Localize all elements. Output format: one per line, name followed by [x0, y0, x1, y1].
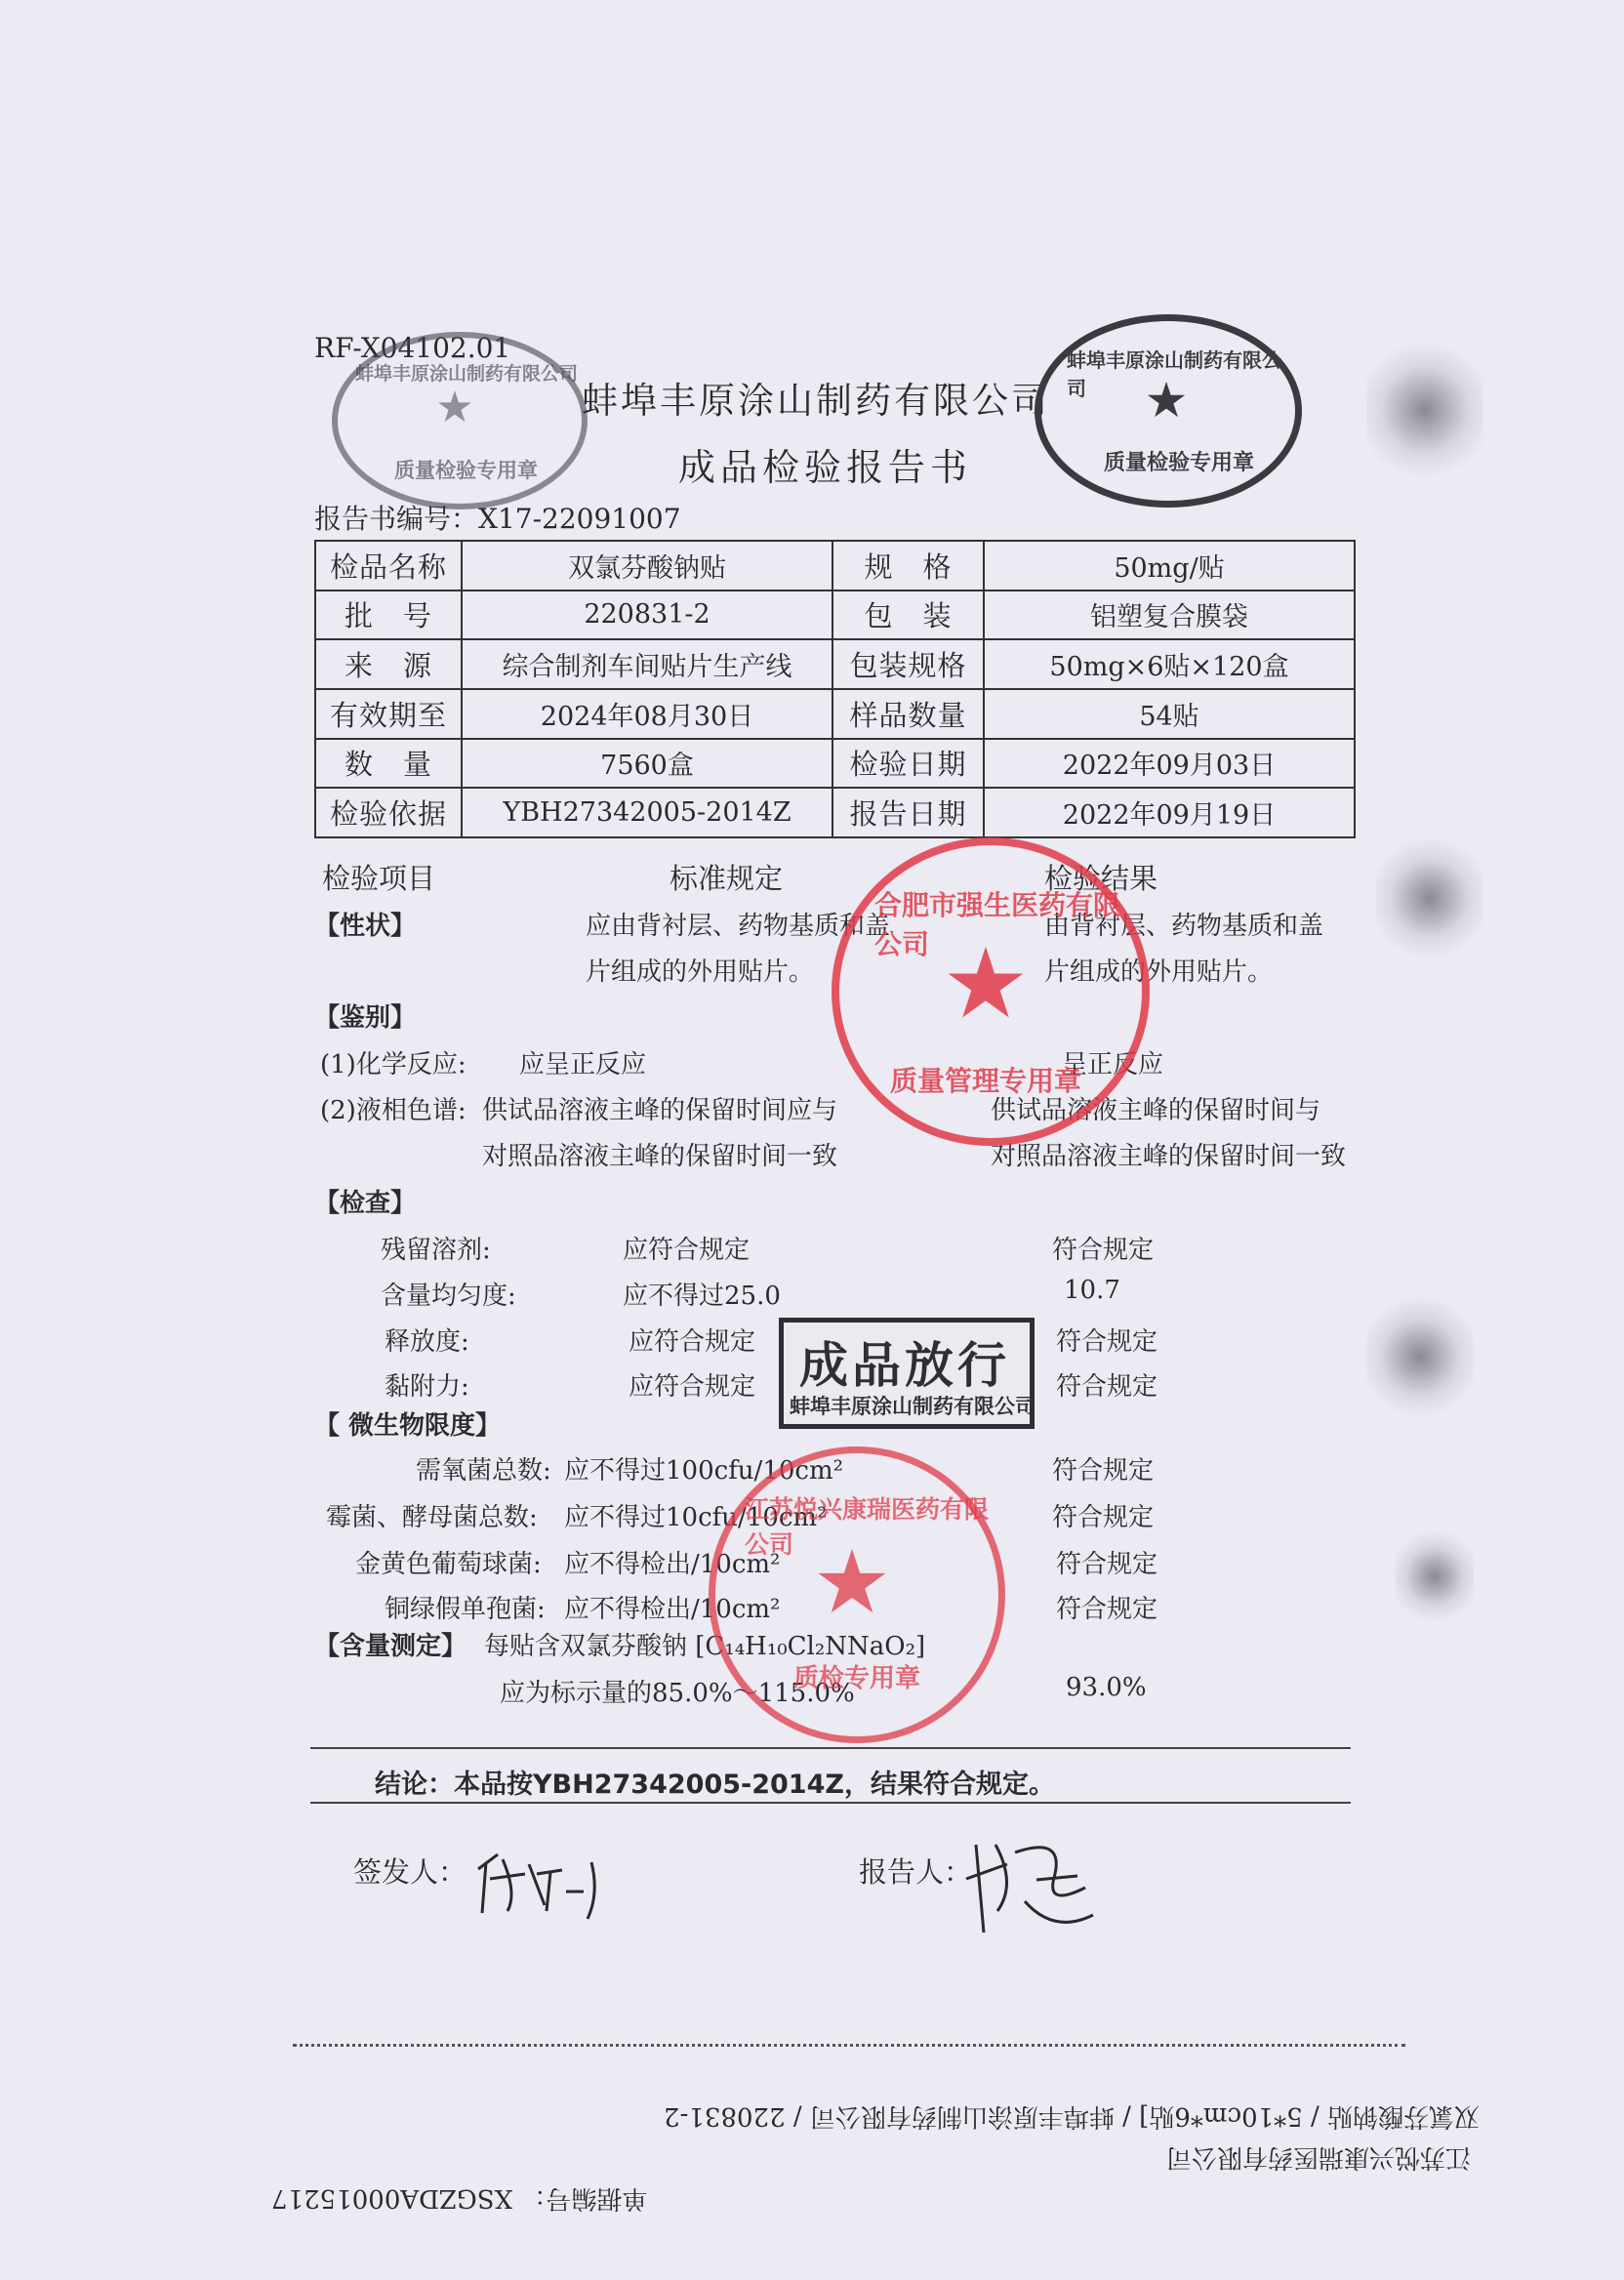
info-value: 综合制剂车间贴片生产线	[462, 639, 832, 689]
identification-title: 【鉴别】	[314, 1003, 417, 1033]
table-row	[315, 639, 1355, 689]
stamp-company: 蚌埠丰原涂山制药有限公司	[355, 363, 579, 385]
info-label: 数 量	[315, 739, 462, 789]
info-label: 检验依据	[315, 788, 462, 837]
star-icon: ★	[942, 926, 1030, 1040]
product-info-table	[314, 540, 1356, 838]
reporter-label: 报告人：	[859, 1855, 973, 1889]
red-stamp-top	[832, 837, 1150, 1146]
hplc-result: 对照品溶液主峰的保留时间一致	[991, 1142, 1347, 1171]
dashed-divider	[293, 2044, 1405, 2047]
table-row	[315, 689, 1355, 739]
footer-line1: 江苏悦兴康瑞医药有限公司	[1166, 2142, 1472, 2172]
info-value: 220831-2	[462, 590, 832, 640]
appearance-standard: 应由背衬层、药物基质和盖	[586, 912, 891, 941]
form-code: RF-X04102.01	[314, 332, 511, 364]
info-label: 检品名称	[315, 541, 462, 590]
star-icon: ★	[812, 1531, 892, 1634]
table-row	[315, 541, 1355, 590]
signer-label: 签发人：	[353, 1855, 467, 1889]
microbial-result: 符合规定	[1052, 1456, 1155, 1486]
footer-doc-number: 单据编号： XSGZDA00015217	[271, 2183, 648, 2213]
appearance-result: 片组成的外用贴片。	[1044, 957, 1274, 987]
assay-standard: 每贴含双氯芬酸钠 [C₁₄H₁₀Cl₂NNaO₂]	[484, 1632, 926, 1661]
microbial-title: 【 微生物限度】	[314, 1411, 502, 1441]
release-title: 成品放行	[799, 1337, 1010, 1394]
stamp-purpose: 质量检验专用章	[1104, 451, 1255, 475]
checks-title: 【检查】	[314, 1189, 417, 1218]
hplc-standard: 供试品溶液主峰的保留时间应与	[482, 1096, 838, 1125]
assay-standard: 应为标示量的85.0%～115.0%	[500, 1679, 855, 1708]
info-label: 规 格	[832, 541, 984, 590]
microbial-standard: 应不得检出/10cm²	[564, 1595, 781, 1624]
reporter-signature	[956, 1825, 1113, 1942]
info-value: 铝塑复合膜袋	[984, 590, 1355, 640]
scan-smudge	[1366, 1288, 1474, 1425]
info-label: 样品数量	[832, 689, 984, 739]
release-stamp	[779, 1318, 1035, 1429]
stamp-company: 蚌埠丰原涂山制药有限公司	[1067, 348, 1281, 400]
release-company: 蚌埠丰原涂山制药有限公司	[790, 1395, 1035, 1418]
info-label: 报告日期	[832, 788, 984, 837]
info-value: 7560盒	[462, 739, 832, 789]
appearance-standard: 片组成的外用贴片。	[586, 957, 815, 987]
scan-smudge	[1376, 830, 1483, 966]
star-icon: ★	[1144, 372, 1189, 428]
quality-stamp-left	[332, 332, 588, 509]
stamp-purpose: 质量管理专用章	[890, 1065, 1082, 1097]
stamp-company: 合肥市强生医药有限公司	[874, 889, 1121, 960]
info-label: 批 号	[315, 590, 462, 640]
check-standard: 应符合规定	[629, 1327, 756, 1357]
appearance-result: 由背衬层、药物基质和盖	[1044, 912, 1324, 941]
chem-result: 呈正反应	[1062, 1050, 1164, 1079]
report-number-label: 报告书编号：	[314, 503, 479, 535]
info-label: 包 装	[832, 590, 984, 640]
microbial-label: 需氧菌总数:	[416, 1456, 551, 1486]
info-value: 2022年09月03日	[984, 739, 1355, 789]
info-value: 50mg×6贴×120盒	[984, 639, 1355, 689]
hplc-result: 供试品溶液主峰的保留时间与	[991, 1096, 1321, 1125]
red-stamp-bottom	[709, 1446, 1005, 1743]
info-label: 包装规格	[832, 639, 984, 689]
conclusion: 结论：本品按YBH27342005-2014Z，结果符合规定。	[375, 1770, 1055, 1800]
check-label: 含量均匀度:	[381, 1282, 516, 1311]
scan-smudge	[1396, 1523, 1474, 1630]
table-row	[315, 590, 1355, 640]
microbial-label: 金黄色葡萄球菌:	[355, 1550, 542, 1579]
info-label: 有效期至	[315, 689, 462, 739]
star-icon: ★	[435, 383, 474, 432]
stamp-company: 江苏悦兴康瑞医药有限公司	[745, 1495, 990, 1559]
check-label: 释放度:	[385, 1327, 469, 1357]
hplc-label: (2)液相色谱:	[320, 1096, 467, 1125]
check-result: 符合规定	[1052, 1236, 1155, 1265]
divider-line	[310, 1747, 1351, 1749]
divider-line	[310, 1802, 1351, 1804]
report-title: 成品检验报告书	[678, 446, 973, 489]
check-label: 残留溶剂:	[381, 1236, 491, 1265]
check-result: 10.7	[1064, 1276, 1120, 1305]
check-label: 黏附力:	[385, 1372, 469, 1402]
microbial-result: 符合规定	[1056, 1595, 1158, 1624]
stamp-purpose: 质量检验专用章	[394, 459, 538, 482]
header-item: 检验项目	[322, 862, 436, 895]
microbial-standard: 应不得过10cfu/10cm²	[564, 1503, 828, 1532]
info-value: YBH27342005-2014Z	[462, 788, 832, 837]
info-value: 54贴	[984, 689, 1355, 739]
scan-smudge	[1366, 332, 1483, 488]
check-standard: 应符合规定	[629, 1372, 756, 1402]
chem-standard: 应呈正反应	[519, 1050, 647, 1079]
assay-title: 【含量测定】	[314, 1632, 467, 1661]
table-row	[315, 739, 1355, 789]
microbial-result: 符合规定	[1056, 1550, 1158, 1579]
info-value: 双氯芬酸钠贴	[462, 541, 832, 590]
info-value: 50mg/贴	[984, 541, 1355, 590]
microbial-label: 霉菌、酵母菌总数:	[326, 1503, 538, 1532]
assay-result: 93.0%	[1066, 1673, 1147, 1702]
info-label: 检验日期	[832, 739, 984, 789]
microbial-result: 符合规定	[1052, 1503, 1155, 1532]
hplc-standard: 对照品溶液主峰的保留时间一致	[482, 1142, 838, 1171]
check-standard: 应不得过25.0	[623, 1282, 781, 1311]
quality-stamp-right	[1035, 314, 1302, 508]
header-standard: 标准规定	[670, 862, 784, 895]
check-standard: 应符合规定	[623, 1236, 751, 1265]
info-label: 来 源	[315, 639, 462, 689]
info-value: 2022年09月19日	[984, 788, 1355, 837]
info-value: 2024年08月30日	[462, 689, 832, 739]
appearance-title: 【性状】	[314, 912, 417, 941]
microbial-label: 铜绿假单孢菌:	[385, 1595, 546, 1624]
company-name: 蚌埠丰原涂山制药有限公司	[582, 380, 1050, 422]
footer-line2: 双氯芬酸钠贴 / 5*10cm*6贴] / 蚌埠丰原涂山制药有限公司 / 220831-2	[664, 2101, 1480, 2131]
table-row	[315, 788, 1355, 837]
chem-label: (1)化学反应:	[320, 1050, 467, 1079]
check-result: 符合规定	[1056, 1327, 1158, 1357]
signer-signature	[468, 1835, 634, 1923]
header-result: 检验结果	[1044, 862, 1158, 895]
microbial-standard: 应不得检出/10cm²	[564, 1550, 781, 1579]
report-number-value: X17-22091007	[478, 503, 681, 535]
check-result: 符合规定	[1056, 1372, 1158, 1402]
stamp-purpose: 质检专用章	[793, 1664, 921, 1693]
microbial-standard: 应不得过100cfu/10cm²	[564, 1456, 844, 1486]
